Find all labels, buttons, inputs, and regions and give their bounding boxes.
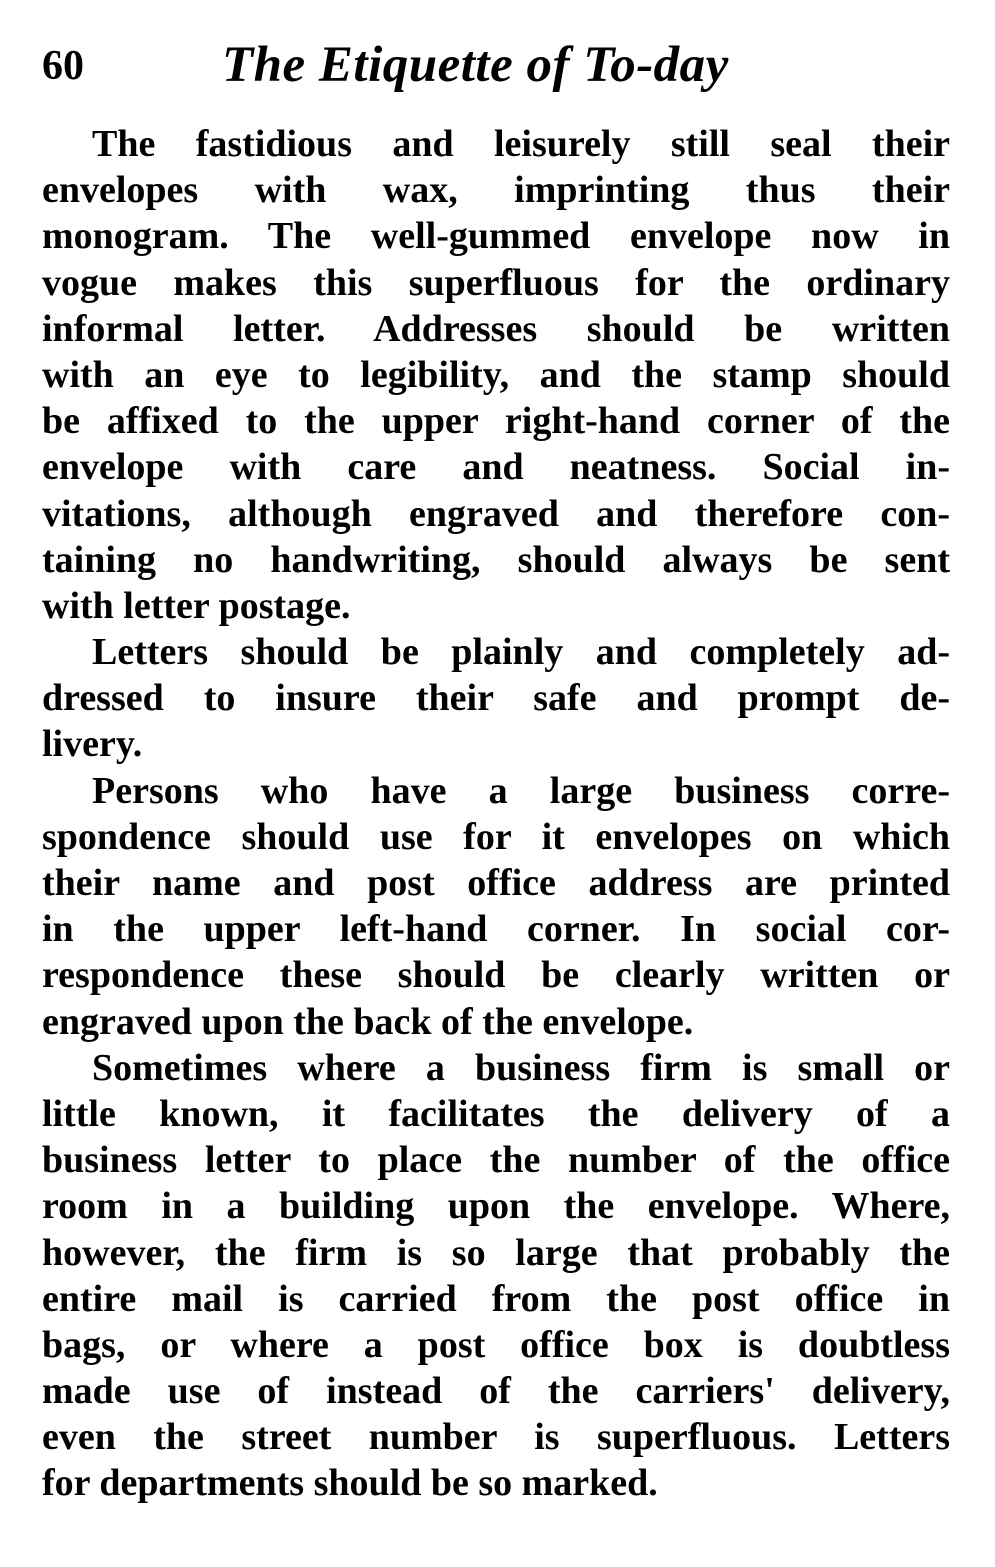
paragraph-4-line: room in a building upon the envelope. Where,	[42, 1185, 950, 1228]
paragraph-4-line: for departments should be so marked.	[42, 1462, 658, 1505]
paragraph-1-line: be affixed to the upper right-hand corner of the	[42, 400, 950, 443]
paragraph-4-line: little known, it facilitates the delivery of a	[42, 1092, 950, 1135]
paragraph-4-line: entire mail is carried from the post office in	[42, 1277, 950, 1320]
body-text	[42, 121, 950, 1507]
paragraph-1-line: The fastidious and leisurely still seal their	[92, 123, 950, 165]
paragraph-4-line: bags, or where a post office box is doubtless	[42, 1323, 950, 1366]
paragraph-3-line: Persons who have a large business corre-	[92, 769, 950, 812]
paragraph-3-line: engraved upon the back of the envelope.	[42, 1000, 694, 1043]
paragraph-4-line: however, the firm is so large that probably the	[42, 1231, 950, 1274]
paragraph-1-line: envelope with care and neatness. Social in-	[42, 446, 950, 489]
paragraph-3-line: respondence these should be clearly written or	[42, 954, 950, 997]
paragraph-3-line: spondence should use for it envelopes on which	[42, 815, 950, 858]
paragraph-2-line: dressed to insure their safe and prompt de-	[42, 677, 950, 720]
paragraph-1-line: with letter postage.	[42, 584, 351, 627]
paragraph-2-line: Letters should be plainly and completely ad-	[92, 631, 950, 674]
running-head	[42, 34, 942, 94]
running-title: The Etiquette of To-day	[222, 37, 729, 93]
paragraph-4-line: even the street number is superfluous. Letters	[42, 1416, 950, 1459]
paragraph-1-line: taining no handwriting, should always be sent	[42, 538, 950, 581]
paragraph-1-line: vitations, although engraved and therefore con-	[42, 492, 950, 535]
paragraph-1-line: vogue makes this superfluous for the ordinary	[42, 261, 950, 304]
paragraph-1-line: monogram. The well-gummed envelope now in	[42, 215, 950, 258]
paragraph-3-line: their name and post office address are printed	[42, 862, 950, 904]
paragraph-4-line: made use of instead of the carriers' delivery,	[42, 1370, 950, 1413]
paragraph-2-line: livery.	[42, 723, 143, 766]
paragraph-1-line: envelopes with wax, imprinting thus their	[42, 169, 950, 212]
page-number: 60	[42, 43, 84, 89]
paragraph-3-line: in the upper left-hand corner. In social cor-	[42, 908, 950, 951]
paragraph-1-line: with an eye to legibility, and the stamp should	[42, 353, 950, 396]
paragraph-1-line: informal letter. Addresses should be written	[42, 307, 950, 350]
paragraph-4-line: business letter to place the number of the office	[42, 1139, 950, 1182]
paragraph-4-line: Sometimes where a business firm is small or	[92, 1046, 950, 1089]
